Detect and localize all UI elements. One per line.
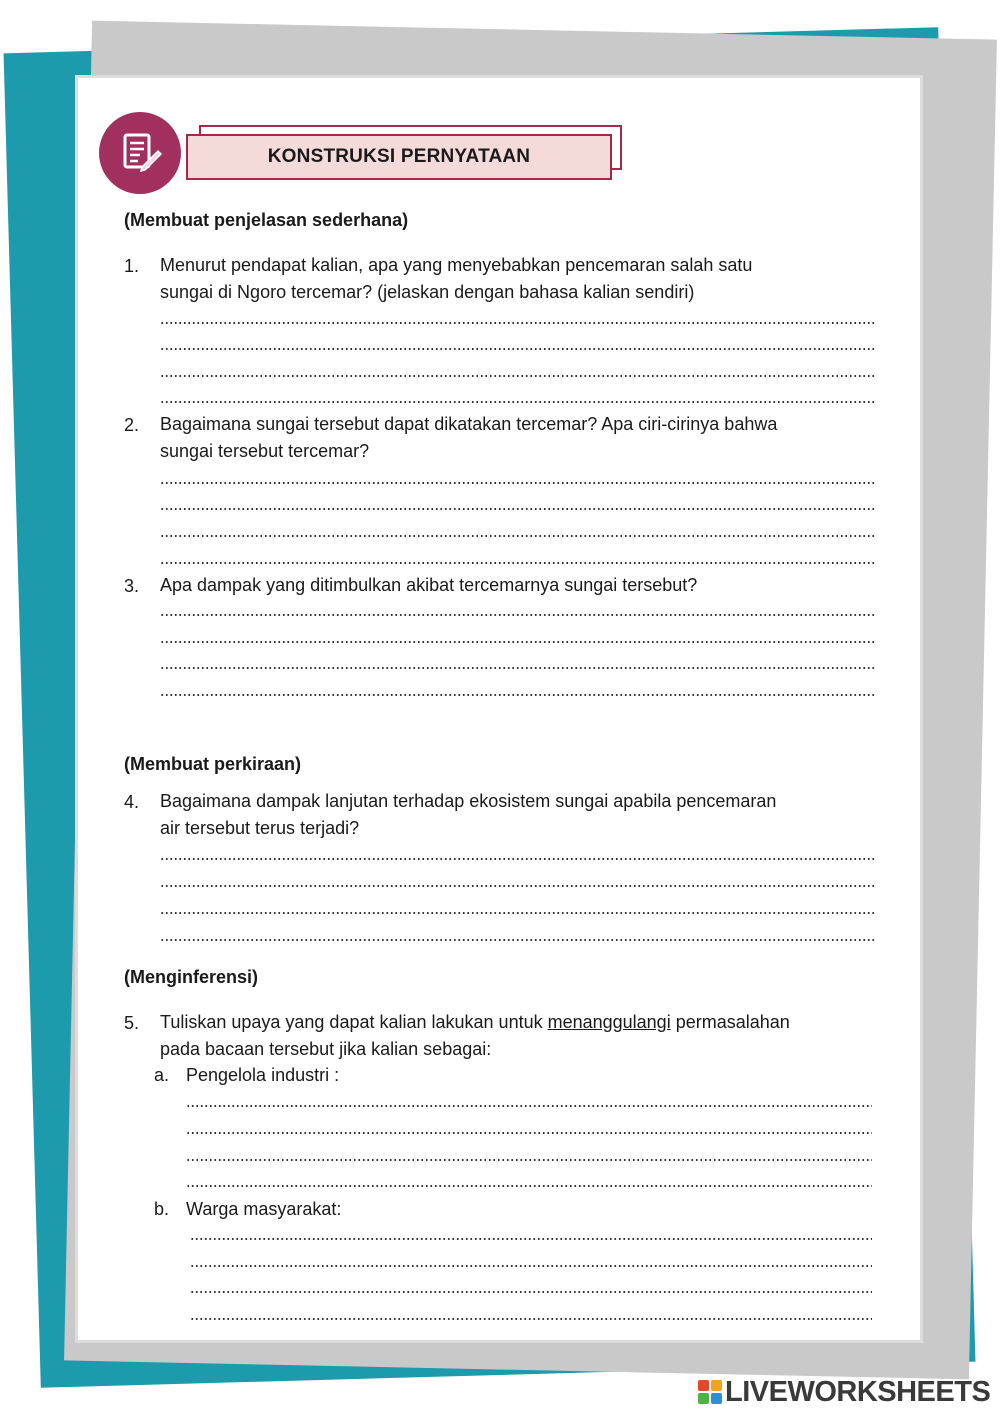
answer-line[interactable] (160, 482, 876, 484)
question-2-text (160, 411, 880, 465)
answer-line[interactable] (160, 912, 876, 914)
watermark-text: LIVEWORKSHEETS (725, 1375, 991, 1408)
section-heading-penjelasan: (Membuat penjelasan sederhana) (124, 210, 409, 230)
answer-line[interactable] (160, 535, 876, 537)
question-3-line1: Apa dampak yang ditimbulkan akibat tercemarnya sungai tersebut? (160, 575, 698, 595)
question-4-line1: Bagaimana dampak lanjutan terhadap ekosistem sungai apabila pencemaran (160, 791, 777, 811)
answer-line[interactable] (190, 1265, 872, 1267)
answer-line[interactable] (160, 694, 876, 696)
liveworksheets-watermark (697, 1377, 990, 1407)
sub-question-b-text: Warga masyarakat: (186, 1199, 342, 1219)
answer-line[interactable] (186, 1132, 872, 1134)
question-2-line2: sungai tersebut tercemar? (160, 441, 370, 461)
question-4-text (160, 788, 880, 842)
answer-line[interactable] (160, 322, 876, 324)
sub-question-b-label: b. (154, 1199, 170, 1219)
question-1-line1: Menurut pendapat kalian, apa yang menyebabkan pencemaran salah satu (160, 255, 753, 275)
question-number: 2. (124, 415, 140, 435)
question-5-line1: Tuliskan upaya yang dapat kalian lakukan untuk menanggulangi permasalahan (160, 1012, 790, 1032)
answer-line[interactable] (160, 375, 876, 377)
question-1-text (160, 252, 880, 306)
answer-line[interactable] (186, 1159, 872, 1161)
question-2-line1: Bagaimana sungai tersebut dapat dikatakan tercemar? Apa ciri-cirinya bahwa (160, 414, 778, 434)
answer-line[interactable] (160, 641, 876, 643)
page-title-text: KONSTRUKSI PERNYATAAN (267, 146, 531, 167)
section-heading-perkiraan: (Membuat perkiraan) (124, 754, 302, 774)
answer-line[interactable] (160, 614, 876, 616)
question-number: 4. (124, 792, 140, 812)
answer-line[interactable] (160, 885, 876, 887)
sub-question-a-text: Pengelola industri : (186, 1065, 340, 1085)
page-title (186, 134, 612, 180)
header-badge (99, 112, 181, 194)
question-1-line2: sungai di Ngoro tercemar? (jelaskan dengan bahasa kalian sendiri) (160, 282, 695, 302)
question-3-text (160, 572, 880, 599)
answer-line[interactable] (160, 401, 876, 403)
question-number: 3. (124, 576, 140, 596)
answer-line[interactable] (190, 1238, 872, 1240)
liveworksheets-logo-icon (697, 1379, 723, 1405)
answer-line[interactable] (160, 667, 876, 669)
section-heading-menginferensi: (Menginferensi) (124, 967, 259, 987)
answer-line[interactable] (160, 508, 876, 510)
sub-question-a-label: a. (154, 1065, 170, 1085)
question-5-line2: pada bacaan tersebut jika kalian sebagai: (160, 1039, 492, 1059)
question-5-text (160, 1009, 880, 1063)
document-pen-icon (116, 129, 164, 177)
answer-line[interactable] (160, 939, 876, 941)
answer-line[interactable] (190, 1291, 872, 1293)
answer-line[interactable] (160, 858, 876, 860)
answer-line[interactable] (160, 562, 876, 564)
answer-line[interactable] (186, 1105, 872, 1107)
answer-line[interactable] (190, 1318, 872, 1320)
answer-line[interactable] (186, 1185, 872, 1187)
question-number: 5. (124, 1013, 140, 1033)
question-number: 1. (124, 256, 140, 276)
question-4-line2: air tersebut terus terjadi? (160, 818, 360, 838)
answer-line[interactable] (160, 348, 876, 350)
underlined-word: menanggulangi (547, 1012, 671, 1032)
